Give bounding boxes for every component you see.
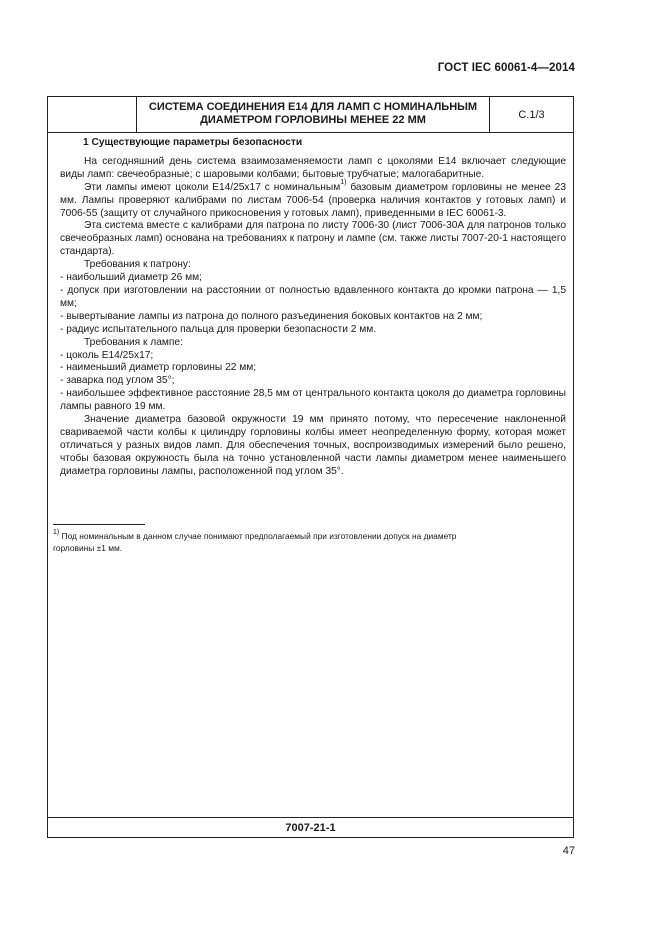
lamp-requirements-title: Требования к лампе: bbox=[84, 336, 183, 348]
paragraph-2-start: Эти лампы имеют цоколи Е14/25х17 с номинальным bbox=[84, 181, 341, 193]
list-item: - радиус испытательного пальца для проверки безопасности 2 мм. bbox=[60, 323, 377, 335]
list-item: - допуск при изготовлении на расстоянии от полностью вдавленного контакта до кромки патрона — 1,5 мм; bbox=[60, 284, 566, 309]
bottom-divider bbox=[48, 817, 573, 818]
sheet-number: 7007-21-1 bbox=[285, 822, 336, 834]
paragraph-4: Значение диаметра базовой окружности 19 мм принято потому, что пересечение наклоненной свариваемой части колбы к цилиндру горловины колбы имеет неопределенную форму, которая может отличаться у разных видов ламп. Для обеспечения точных, воспроизводимых измерений было решено, чтобы базовая окружность была на точно установленной части лампы диаметром менее наименьшего диаметра горловины лампы, расположенной под углом 35°. bbox=[60, 414, 566, 477]
footnote bbox=[53, 531, 566, 554]
sheet-content bbox=[60, 137, 566, 479]
footnote-text-cont: горловины ±1 мм. bbox=[53, 542, 123, 553]
paragraph-2 bbox=[60, 179, 566, 221]
list-item: - наибольшее эффективное расстояние 28,5 мм от центрального контакта цоколя до диаметра горловины лампы равного 19 мм. bbox=[60, 388, 566, 413]
paragraph-3: Эта система вместе с калибрами для патрона по листу 7006-30 (лист 7006-30А для патронов только свечеобразных ламп) основана на требованиях к патрону и лампе (см. также листы 7007-20-1 настоящего стандарта). bbox=[60, 220, 566, 258]
sheet-title-line1: СИСТЕМА СОЕДИНЕНИЯ Е14 ДЛЯ ЛАМП С НОМИНАЛЬНЫМ bbox=[148, 101, 478, 113]
footnote-text: Под номинальным в данном случае понимают предполагаемый при изготовлении допуск на диаметр bbox=[59, 531, 457, 541]
list-item: - вывертывание лампы из патрона до полного разъединения боковых контактов на 2 мм; bbox=[60, 310, 483, 322]
sheet-title-line2: ДИАМЕТРОМ ГОРЛОВИНЫ МЕНЕЕ 22 ММ bbox=[200, 114, 426, 126]
list-item: - наибольший диаметр 26 мм; bbox=[60, 272, 202, 284]
paragraph-1: На сегодняшний день система взаимозаменяемости ламп с цоколями Е14 включает следующие виды ламп: свечеобразные; с шаровыми колбами; бытовые трубчатые; малогабаритные. bbox=[60, 155, 566, 180]
list-item: - заварка под углом 35°; bbox=[60, 375, 175, 387]
sheet-frame bbox=[47, 96, 574, 838]
footnote-marker: 1) bbox=[53, 529, 60, 537]
footnote-ref: 1) bbox=[340, 179, 347, 187]
section-title: 1 Существующие параметры безопасности bbox=[83, 137, 303, 148]
header-empty-cell bbox=[48, 97, 137, 133]
standard-number: ГОСТ IEC 60061-4—2014 bbox=[437, 62, 575, 74]
sheet-code: С.1/3 bbox=[489, 97, 573, 133]
list-item: - цоколь Е14/25х17; bbox=[60, 349, 154, 361]
page-number: 47 bbox=[562, 845, 575, 857]
paragraph-2-end: базовым диаметром горловины не менее 23 мм. Лампы проверяют калибрами по листам 7006-54 (проверка наличия контактов у готовых ламп) и 7006-55 (защиту от случайного прикосновения у готовых ламп), приведенными в IEC 60061-3. bbox=[60, 181, 566, 219]
footnote-divider bbox=[53, 524, 145, 525]
holder-requirements-title: Требования к патрону: bbox=[84, 259, 191, 271]
sheet-title bbox=[137, 97, 489, 133]
list-item: - наименьший диаметр горловины 22 мм; bbox=[60, 362, 257, 374]
